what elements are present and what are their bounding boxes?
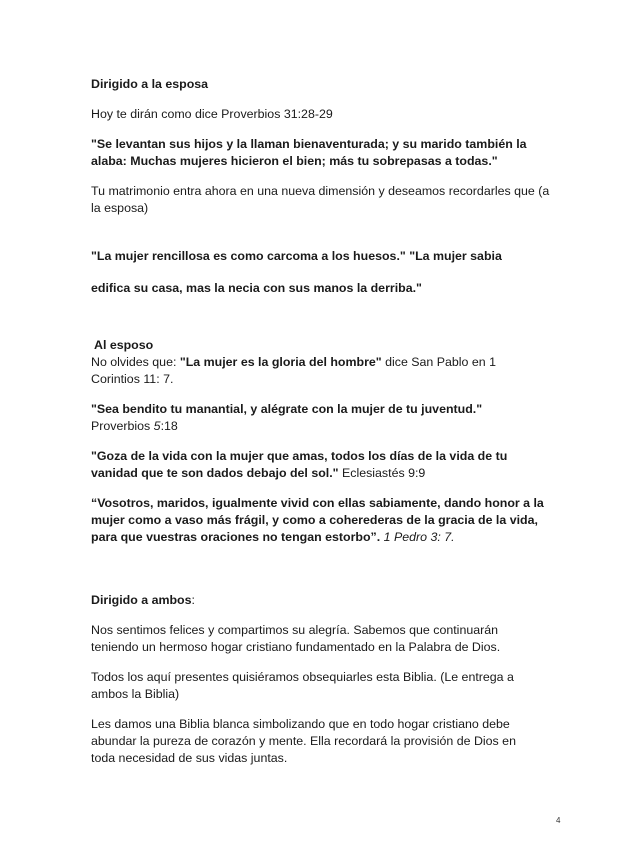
paragraph: Les damos una Biblia blanca simbolizando que en todo hogar cristiano debe abundar la pureza de corazón y mente. Ella recordará la provisión de Dios en toda necesidad de sus vidas juntas. (91, 717, 516, 765)
page-number: 4 (556, 816, 561, 825)
proverb-line: "La mujer rencillosa es como carcoma a los huesos." "La mujer sabia (91, 249, 502, 263)
heading-husband: Al esposo (94, 338, 154, 352)
paragraph (91, 183, 561, 217)
heading-both: Dirigido a ambos: (91, 593, 195, 607)
text-line: Tu matrimonio entra ahora en una nueva dimensión y deseamos recordarles que (a (91, 184, 550, 198)
paragraph: “Vosotros, maridos, igualmente vivid con ellas sabiamente, dando honor a la mujer como a vaso más frágil, y como a coherederas de la gracia de la vida, para que vuestras oraciones no tengan estorbo”. 1 Pedro 3: 7. (91, 496, 544, 544)
paragraph: "Sea bendito tu manantial, y alégrate con la mujer de tu juventud." Proverbios 5:18 (91, 402, 483, 433)
quote-line: alaba: Muchas mujeres hicieron el bien; más tu sobrepasas a todas." (91, 154, 498, 168)
paragraph: Todos los aquí presentes quisiéramos obsequiarles esta Biblia. (Le entrega a ambos la Biblia) (91, 670, 514, 701)
paragraph: "Goza de la vida con la mujer que amas, todos los días de la vida de tu vanidad que te son dados debajo del sol." Eclesiastés 9:9 (91, 449, 508, 480)
paragraph: No olvides que: "La mujer es la gloria del hombre" dice San Pablo en 1 Corintios 11: 7. (91, 355, 497, 386)
quote-line: "Se levantan sus hijos y la llaman bienaventurada; y su marido también la (91, 137, 527, 151)
bold-quote: "Sea bendito tu manantial, y alégrate con la mujer de tu juventud." (91, 402, 483, 416)
intro-text: Hoy te dirán como dice Proverbios 31:28-29 (91, 107, 333, 121)
proverbs-quote (91, 136, 561, 170)
reference: 1 Pedro 3: 7. (380, 530, 455, 544)
document-page (91, 67, 561, 767)
proverb-line: edifica su casa, mas la necia con sus manos la derriba." (91, 281, 422, 295)
paragraph: Nos sentimos felices y compartimos su alegría. Sabemos que continuarán teniendo un hermoso hogar cristiano fundamentado en la Palabra de Dios. (91, 623, 501, 654)
text-line: la esposa) (91, 201, 149, 215)
reference: Eclesiastés 9:9 (338, 466, 426, 480)
bold-quote: "La mujer es la gloria del hombre" (179, 355, 382, 369)
heading-wife: Dirigido a la esposa (91, 77, 209, 91)
